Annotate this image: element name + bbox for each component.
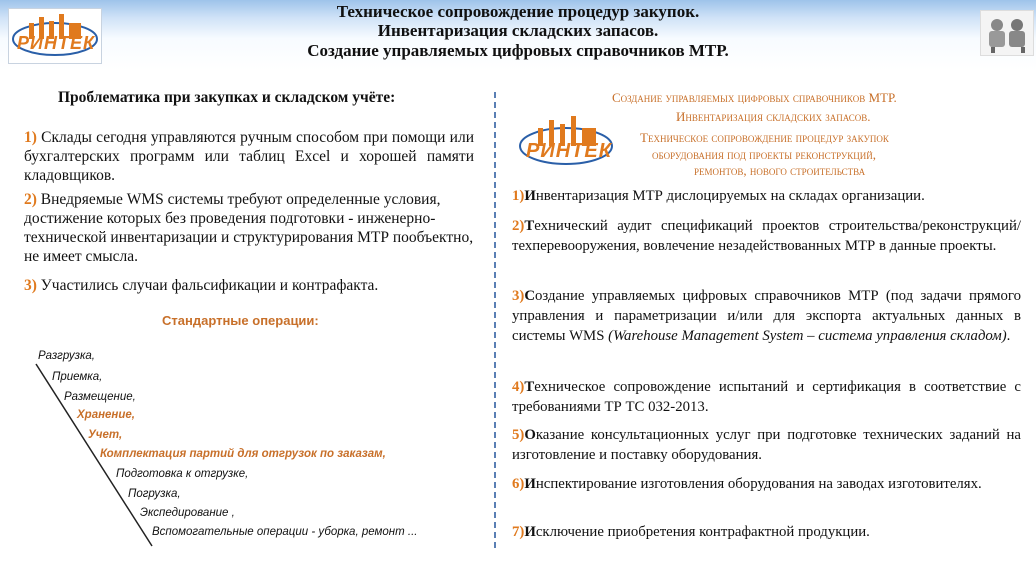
service-item-first: И <box>524 524 536 540</box>
header-banner <box>0 0 1036 70</box>
service-item-first: О <box>524 427 536 443</box>
service-item-first: Т <box>524 379 535 395</box>
op-item-highlight: Учет, <box>88 429 123 441</box>
ops-heading: Стандартные операции: <box>162 313 319 328</box>
service-item-num: 6) <box>512 476 525 492</box>
service-item-text: казание консультационных услуг при подготовке технических заданий на изготовление и поставку оборудования. <box>512 427 1021 463</box>
op-item: Приемка, <box>52 371 103 383</box>
problem-2-text: Внедряемые WMS системы требуют определенные условия, достижение которых без проведения подготовки - инженерно-технической инвентаризации и структурирования МТР пообъектно, не имеет смысла. <box>24 191 474 265</box>
service-item-6 <box>512 474 1021 494</box>
service-item-text: ехническое сопровождение испытаний и сертификация в соответствие с требованиями ТР ТС 032-2013. <box>512 379 1021 415</box>
problem-1 <box>24 128 474 185</box>
service-item-italic: (Warehouse Management System – система управления складом) <box>608 328 1007 344</box>
service-item-text: оздание управляемых цифровых справочников МТР (под задачи прямого управления и параметризации и/или для экспорта актуальных данных в системы WMS <box>512 288 1021 344</box>
op-item: Экспедирование , <box>140 507 235 519</box>
problem-2-num: 2) <box>24 191 37 208</box>
service-item-text: сключение приобретения контрафактной продукции. <box>535 524 870 540</box>
service-item-2 <box>512 216 1021 256</box>
right-heading-5: ремонтов, нового строительства <box>694 163 866 178</box>
problem-1-text: Склады сегодня управляются ручным способом при помощи или бухгалтерских программ или таблиц Excel и хорошей памяти кладовщиков. <box>24 129 474 184</box>
service-item-num: 3) <box>512 288 525 304</box>
service-item-text: нспектирование изготовления оборудования на заводах изготовителях. <box>535 476 982 492</box>
logo-text: РИНТЕК <box>17 33 96 53</box>
problem-3-text: Участились случаи фальсификации и контрафакта. <box>36 277 379 294</box>
company-logo <box>8 8 102 64</box>
left-heading: Проблематика при закупках и складском учёте: <box>58 89 396 106</box>
title-line-2: Инвентаризация складских запасов. <box>377 21 659 40</box>
title-line-1: Техническое сопровождение процедур закупок. <box>336 2 700 21</box>
service-item-first: Т <box>524 218 535 234</box>
problem-3-num: 3) <box>24 277 37 294</box>
service-item-num: 5) <box>512 427 525 443</box>
service-item-first: И <box>524 476 536 492</box>
column-divider <box>494 92 496 548</box>
service-item-tail: . <box>1006 328 1011 344</box>
service-item-text: нвентаризация МТР дислоцируемых на складах организации. <box>535 188 925 204</box>
right-heading-2: Инвентаризация складских запасов. <box>676 109 871 124</box>
service-item-num: 2) <box>512 218 525 234</box>
service-item-first: С <box>524 288 536 304</box>
op-item: Размещение, <box>64 391 136 403</box>
right-heading-3: Техническое сопровождение процедур закупок <box>640 130 889 145</box>
op-item: Подготовка к отгрузке, <box>116 468 249 480</box>
right-heading-4: оборудования под проекты реконструкций, <box>652 147 877 162</box>
op-item: Погрузка, <box>128 488 181 500</box>
right-heading-1: Создание управляемых цифровых справочников МТР. <box>612 90 897 105</box>
service-item-num: 7) <box>512 524 525 540</box>
logo-text-right: РИНТЕК <box>526 140 613 162</box>
title-line-3: Создание управляемых цифровых справочников МТР. <box>307 41 729 60</box>
company-logo-right <box>516 110 616 172</box>
service-item-3 <box>512 286 1021 346</box>
service-item-1 <box>512 186 1021 206</box>
service-item-text: ехнический аудит спецификаций проектов строительства/реконструкций/техперевооружения, вовлечение незадействованных МТР в данные проекты. <box>512 218 1021 254</box>
service-item-5 <box>512 425 1021 465</box>
problem-3 <box>24 276 474 295</box>
service-item-7 <box>512 522 1021 542</box>
service-item-num: 1) <box>512 188 525 204</box>
op-item-highlight: Комплектация партий для отгрузок по заказам, <box>100 448 386 460</box>
problem-2 <box>24 190 476 266</box>
op-item-highlight: Хранение, <box>77 409 135 421</box>
service-item-4 <box>512 377 1021 417</box>
service-item-num: 4) <box>512 379 525 395</box>
problem-1-num: 1) <box>24 129 37 146</box>
op-item: Разгрузка, <box>38 350 95 362</box>
robot-icon <box>980 10 1034 56</box>
service-item-first: И <box>524 188 536 204</box>
op-item: Вспомогательные операции - уборка, ремонт ... <box>152 526 418 538</box>
